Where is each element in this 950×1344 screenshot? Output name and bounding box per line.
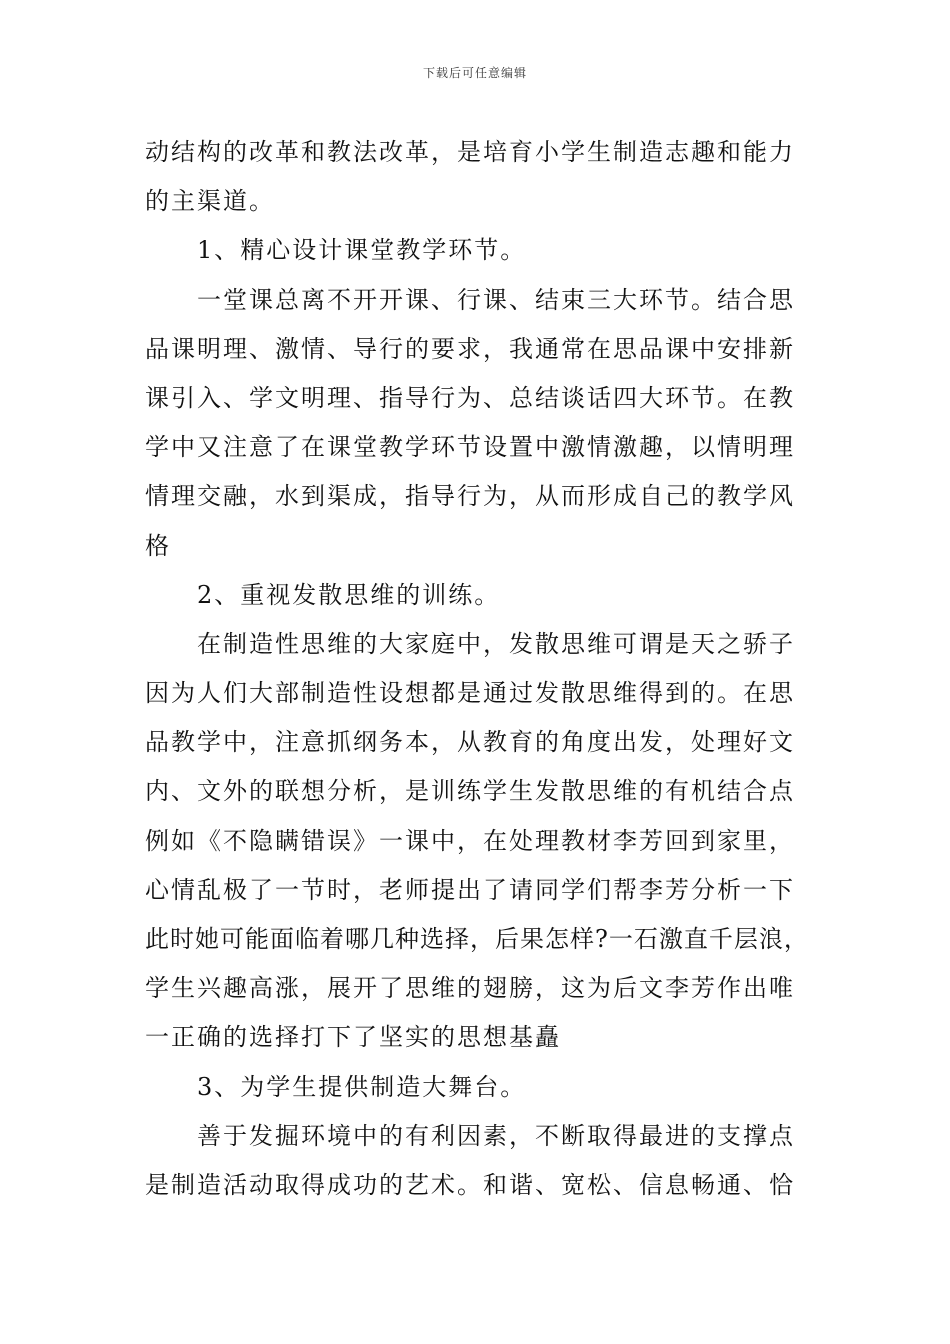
text-line: 因为人们大部制造性设想都是通过发散思维得到的。在思	[145, 679, 795, 708]
text-line: 的主渠道。	[145, 187, 275, 216]
text-line: 此时她可能面临着哪几种选择，后果怎样?一石激直千层浪，	[145, 925, 809, 953]
section-heading: 3、为学生提供制造大舞台。	[197, 1072, 527, 1101]
text-line: 一正确的选择打下了坚实的思想基矗	[145, 1023, 561, 1052]
text-line: 动结构的改革和教法改革，是培育小学生制造志趣和能力	[145, 138, 795, 166]
text-line: 心情乱极了一节时，老师提出了请同学们帮李芳分析一下	[145, 875, 795, 904]
text-line: 情理交融，水到渠成，指导行为，从而形成自己的教学风	[145, 482, 795, 511]
text-line: 内、文外的联想分析，是训练学生发散思维的有机结合点	[145, 777, 795, 806]
text-line: 善于发掘环境中的有利因素，不断取得最进的支撑点	[197, 1121, 795, 1150]
text-line: 例如《不隐瞒错误》一课中，在处理教材李芳回到家里，	[145, 826, 795, 855]
section-heading: 1、精心设计课堂教学环节。	[197, 236, 527, 265]
text-line: 是制造活动取得成功的艺术。和谐、宽松、信息畅通、恰	[145, 1170, 795, 1199]
text-line: 格	[145, 531, 171, 560]
text-line: 品教学中，注意抓纲务本，从教育的角度出发，处理好文	[145, 728, 795, 757]
section-heading: 2、重视发散思维的训练。	[197, 580, 501, 609]
text-line: 一堂课总离不开开课、行课、结束三大环节。结合思	[197, 285, 795, 314]
text-line: 课引入、学文明理、指导行为、总结谈话四大环节。在教	[145, 383, 795, 412]
document-body	[145, 128, 815, 1210]
text-line: 学中又注意了在课堂教学环节设置中激情激趣，以情明理	[145, 433, 795, 462]
text-line: 在制造性思维的大家庭中，发散思维可谓是天之骄子	[197, 629, 795, 658]
text-line: 品课明理、激情、导行的要求，我通常在思品课中安排新	[145, 334, 795, 363]
text-line: 学生兴趣高涨，展开了思维的翅膀，这为后文李芳作出唯	[145, 974, 795, 1003]
page-header: 下载后可任意编辑	[422, 66, 527, 80]
